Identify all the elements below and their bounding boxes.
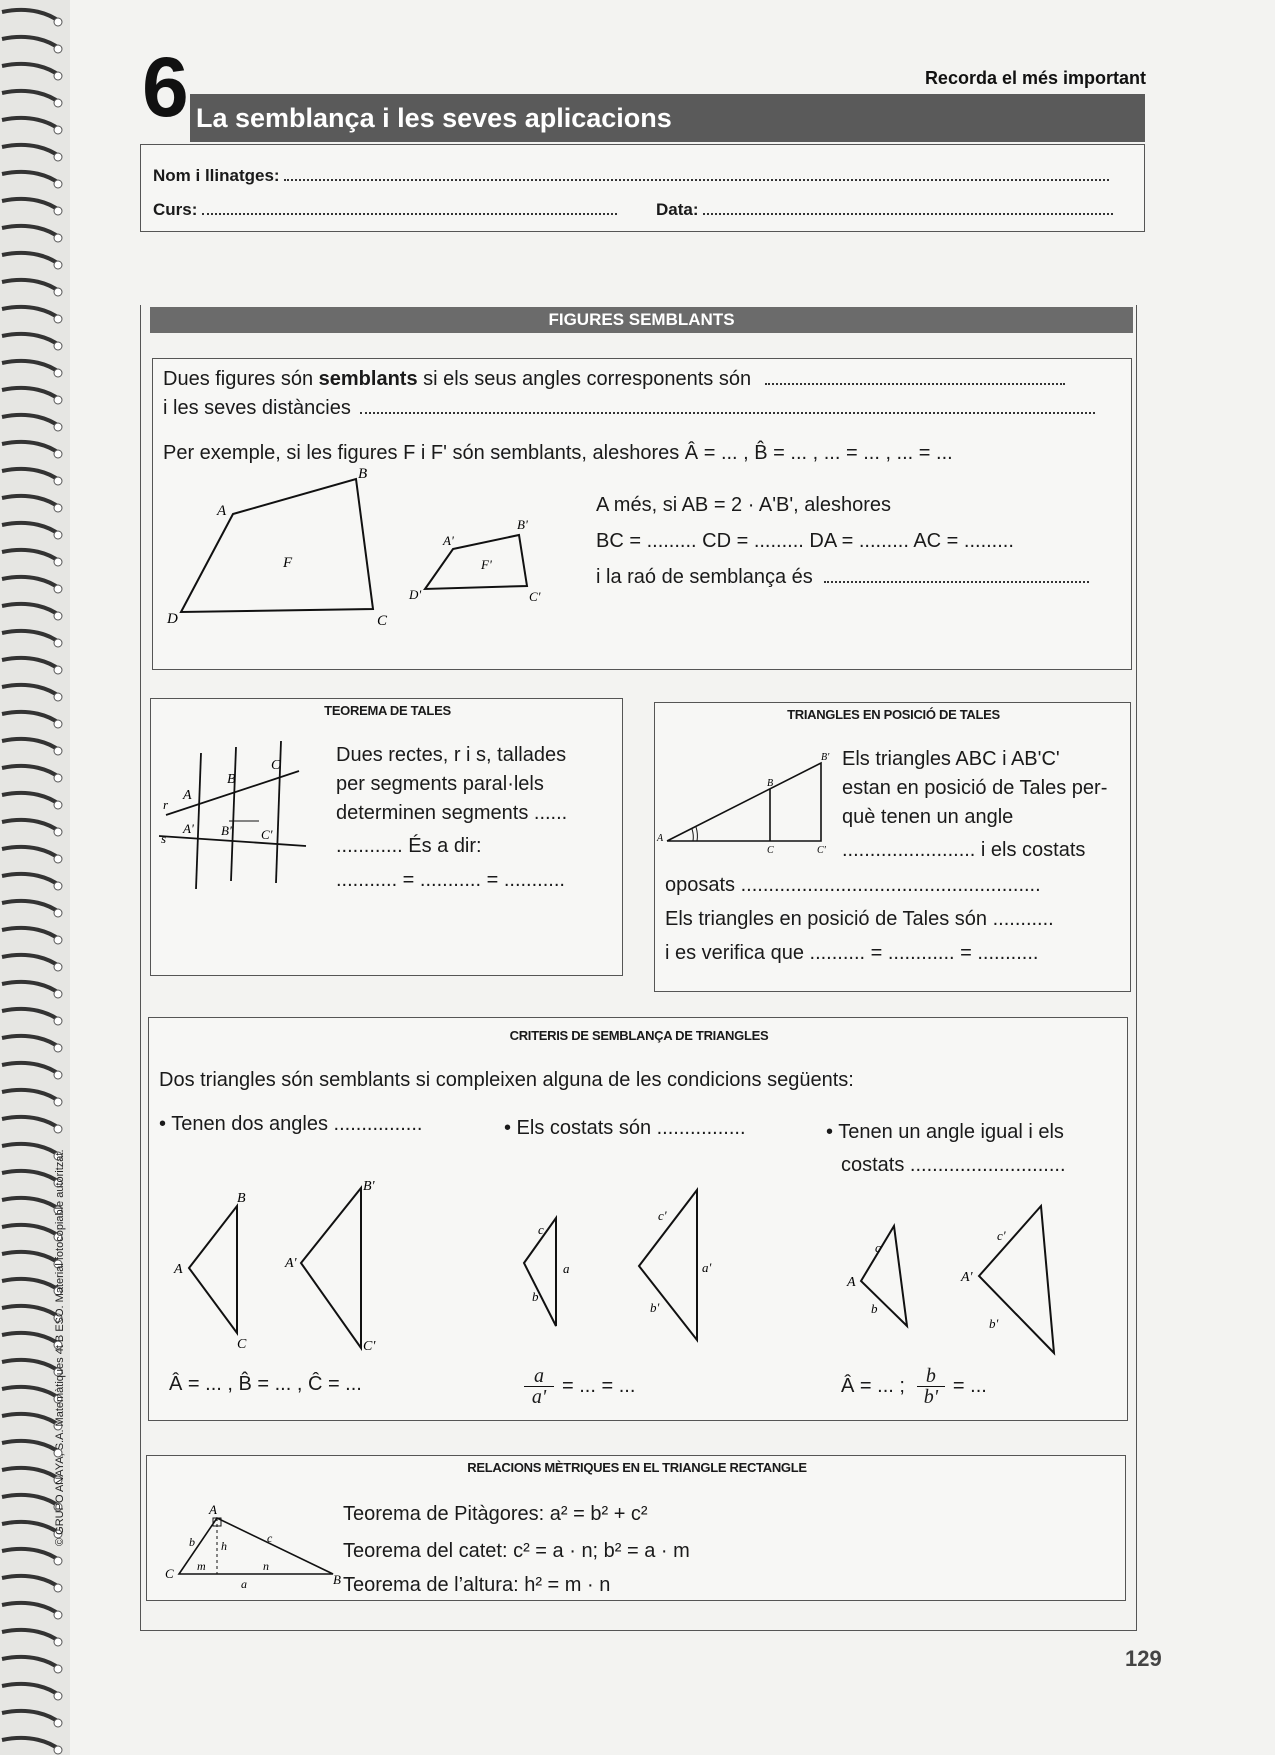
leg-theorem: Teorema del catet: c² = a · n; b² = a · m: [343, 1540, 690, 1562]
spiral-hole: [54, 1746, 62, 1754]
spiral-hole: [54, 450, 62, 458]
criteria-intro: Dos triangles són semblants si compleixen alguna de les condicions següents:: [159, 1069, 854, 1091]
label-A-prime: A': [443, 533, 454, 548]
crit1-label-A: A: [174, 1262, 183, 1277]
similar-quadrilaterals-figure: [153, 466, 573, 669]
altitude-theorem: Teorema de l’altura: h² = m · n: [343, 1574, 611, 1596]
spiral-hole: [54, 801, 62, 809]
tales-text2: per segments paral·lels: [336, 773, 544, 795]
spiral-hole: [54, 72, 62, 80]
crit2-label-c-prime: c': [658, 1208, 667, 1223]
rel-label-c: c: [267, 1531, 273, 1545]
pos-label-A: A: [657, 833, 664, 844]
spiral-hole: [54, 396, 62, 404]
right-triangle-figure: [157, 1496, 341, 1596]
def-pre: Dues figures són: [163, 368, 319, 390]
spiral-hole: [54, 747, 62, 755]
pos-text6: Els triangles en posició de Tales són ...........: [665, 908, 1054, 930]
spiral-hole: [54, 1098, 62, 1106]
crit3-label-A-prime: A': [961, 1270, 973, 1285]
spiral-hole: [54, 99, 62, 107]
spiral-hole: [54, 126, 62, 134]
spiral-hole: [54, 207, 62, 215]
tales-label-A-prime: A': [183, 821, 194, 836]
spiral-hole: [54, 531, 62, 539]
angle-sides-formula-pre: Â = ... ;: [841, 1375, 905, 1397]
tales-text4: ............ És a dir:: [336, 835, 482, 857]
spiral-hole: [54, 369, 62, 377]
rel-label-B: B: [333, 1572, 341, 1587]
spiral-hole: [54, 990, 62, 998]
metric-relations-box: [146, 1455, 1126, 1601]
definition-line2: [163, 394, 1123, 423]
tales-position-heading: TRIANGLES EN POSICIÓ DE TALES: [787, 707, 1000, 722]
quadrilateral-F: [181, 479, 373, 612]
rel-label-a: a: [241, 1577, 247, 1591]
page-number: 129: [1125, 1646, 1162, 1671]
tales-label-C: C: [271, 758, 281, 773]
page-title-text: La semblança i les seves aplicacions: [196, 103, 672, 133]
spiral-hole: [54, 1584, 62, 1592]
spiral-hole: [54, 720, 62, 728]
tales-label-r: r: [163, 797, 169, 812]
date-field[interactable]: [656, 197, 1113, 220]
tales-heading: TEOREMA DE TALES: [324, 703, 451, 718]
course-label: Curs:: [153, 200, 198, 219]
ratio-text: i la raó de semblança és: [596, 566, 813, 588]
label-B: B: [358, 466, 368, 482]
crit3-label-c-prime: c': [997, 1228, 1006, 1243]
crit2-label-c: c: [538, 1222, 544, 1237]
name-blank: [284, 163, 1109, 181]
ratio-blank: [824, 565, 1089, 583]
rel-label-A: A: [209, 1502, 217, 1517]
crit3-label-c: c: [875, 1240, 881, 1255]
label-C: C: [377, 613, 388, 629]
crit3-label-A: A: [847, 1275, 856, 1290]
spiral-hole: [54, 909, 62, 917]
rel-label-m: m: [197, 1559, 206, 1573]
ratios-line: BC = ......... CD = ......... DA = ......... AC = .........: [596, 530, 1014, 552]
course-field[interactable]: [153, 197, 617, 220]
spiral-hole: [54, 666, 62, 674]
angle-sides-fraction-num: b: [925, 1365, 936, 1387]
spiral-hole: [54, 1611, 62, 1619]
sides-fraction-den: a': [531, 1386, 547, 1408]
student-info-box: [140, 144, 1145, 232]
tales-label-s: s: [161, 831, 167, 846]
def-post: si els seus angles corresponents són: [417, 368, 752, 390]
tales-label-B: B: [227, 772, 236, 787]
pos-text2: estan en posició de Tales per-: [842, 777, 1108, 799]
spiral-hole: [54, 45, 62, 53]
def-line2-text: i les seves distàncies: [163, 397, 351, 419]
pos-label-C-prime: C': [817, 845, 826, 856]
criterion-angle-sides-formula: [841, 1366, 1101, 1407]
crit3-label-b: b: [871, 1301, 878, 1316]
criterion-angle-sides-a: • Tenen un angle igual i els: [826, 1121, 1064, 1143]
spiral-hole: [54, 639, 62, 647]
def-blank1: [765, 367, 1065, 385]
copyright-notice: © GRUPO ANAYA, S.A. Matemàtiques 4t B ESO. Material fotocopiable autoritzat.: [54, 1149, 66, 1546]
name-field[interactable]: [153, 163, 1109, 186]
tales-text1: Dues rectes, r i s, tallades: [336, 744, 567, 766]
spiral-hole: [54, 1557, 62, 1565]
spiral-hole: [54, 504, 62, 512]
pos-label-B: B: [767, 778, 774, 789]
also-line: A més, si AB = 2 · A'B', aleshores: [596, 494, 891, 516]
pos-text7: i es verifica que .......... = ............ = ...........: [665, 942, 1039, 964]
angle-sides-formula-rest: = ...: [952, 1375, 987, 1397]
rel-label-n: n: [263, 1559, 269, 1573]
spiral-hole: [54, 1017, 62, 1025]
similarity-criteria-box: [148, 1017, 1128, 1421]
tales-label-C-prime: C': [261, 827, 273, 842]
criterion-angles: • Tenen dos angles ................: [159, 1113, 423, 1135]
spiral-hole: [54, 585, 62, 593]
spiral-hole: [54, 153, 62, 161]
crit1-label-B: B: [237, 1191, 246, 1206]
tales-label-B-prime: B': [221, 823, 232, 838]
section-tag: Recorda el més important: [924, 68, 1146, 88]
spiral-hole: [54, 477, 62, 485]
crit1-label-B-prime: B': [363, 1179, 375, 1194]
crit2-label-a-prime: a': [702, 1260, 712, 1275]
def-bold: semblants: [318, 368, 418, 390]
label-F: F: [283, 555, 293, 571]
label-F-prime: F': [481, 557, 492, 572]
label-C-prime: C': [529, 589, 541, 604]
criteria-triangles-figure: [149, 1168, 1129, 1354]
spiral-hole: [54, 1044, 62, 1052]
example-line: Per exemple, si les figures F i F' són semblants, aleshores Â = ... , B̂ = ... , ... = ... , ... = ...: [163, 442, 953, 464]
criterion-sides: • Els costats són ................: [504, 1117, 746, 1139]
spiral-hole: [54, 423, 62, 431]
definition-line1: [163, 365, 1123, 394]
spiral-hole: [54, 693, 62, 701]
tales-label-A: A: [183, 788, 192, 803]
figures-box: [152, 358, 1132, 670]
crit1-label-C: C: [237, 1337, 247, 1352]
spiral-hole: [54, 234, 62, 242]
spiral-hole: [54, 936, 62, 944]
angle-sides-fraction-den: b': [923, 1386, 939, 1408]
pos-text5: oposats ......................................................: [665, 874, 1041, 896]
pos-text1: Els triangles ABC i AB'C': [842, 748, 1060, 770]
crit3-label-b-prime: b': [989, 1316, 999, 1331]
spiral-hole: [54, 1719, 62, 1727]
tales-theorem-figure: [151, 741, 321, 891]
spiral-hole: [54, 882, 62, 890]
label-D-prime: D': [409, 587, 422, 602]
spiral-hole: [54, 180, 62, 188]
spiral-hole: [54, 612, 62, 620]
crit2-label-b-prime: b': [650, 1300, 660, 1315]
tales-text5: ........... = ........... = ...........: [336, 869, 565, 891]
pos-text4: ........................ i els costats: [842, 839, 1086, 861]
rel-label-b: b: [189, 1535, 195, 1549]
crit2-label-a: a: [563, 1261, 570, 1276]
pos-text3: què tenen un angle: [842, 806, 1014, 828]
spiral-hole: [54, 288, 62, 296]
spiral-hole: [54, 315, 62, 323]
date-blank: [703, 197, 1113, 215]
rel-label-C: C: [165, 1566, 174, 1581]
spiral-hole: [54, 1071, 62, 1079]
quadrilateral-F-prime: [425, 535, 527, 589]
course-blank: [202, 197, 617, 215]
spiral-hole: [54, 261, 62, 269]
page-title: [190, 94, 1145, 142]
criterion-sides-formula: [524, 1366, 724, 1407]
tales-text3: determinen segments ......: [336, 802, 568, 824]
criterion-angle-sides-b: costats ............................: [841, 1154, 1066, 1176]
spiral-hole: [54, 1692, 62, 1700]
spiral-hole: [54, 963, 62, 971]
spiral-hole: [54, 18, 62, 26]
spiral-hole: [54, 1638, 62, 1646]
label-B-prime: B': [517, 517, 528, 532]
name-label: Nom i llinatges:: [153, 166, 280, 185]
label-D: D: [167, 611, 178, 627]
pos-label-C: C: [767, 845, 774, 856]
spiral-hole: [54, 342, 62, 350]
crit1-label-A-prime: A': [285, 1256, 297, 1271]
criteria-heading: CRITERIS DE SEMBLANÇA DE TRIANGLES: [509, 1028, 769, 1043]
spiral-hole: [54, 774, 62, 782]
ratio-of-similarity-line: [596, 563, 1116, 592]
tales-position-box: [654, 702, 1131, 992]
sides-fraction-num: a: [534, 1365, 544, 1387]
label-A: A: [217, 503, 227, 519]
pythagoras-theorem: Teorema de Pitàgores: a² = b² + c²: [343, 1503, 648, 1525]
date-label: Data:: [656, 200, 699, 219]
figures-heading: FIGURES SEMBLANTS: [150, 307, 1133, 333]
crit2-label-b: b: [532, 1289, 539, 1304]
def-blank2: [360, 396, 1095, 414]
sides-formula-rest: = ... = ...: [562, 1375, 636, 1397]
spiral-hole: [54, 1665, 62, 1673]
tales-theorem-box: [150, 698, 623, 976]
chapter-number: 6: [142, 40, 185, 134]
metric-relations-heading: RELACIONS MÈTRIQUES EN EL TRIANGLE RECTANGLE: [467, 1460, 807, 1475]
criterion-angles-formula: Â = ... , B̂ = ... , Ĉ = ...: [169, 1373, 362, 1395]
tales-position-figure: [655, 749, 845, 856]
spiral-hole: [54, 855, 62, 863]
crit1-label-C-prime: C': [363, 1339, 376, 1354]
pos-label-B-prime: B': [821, 752, 830, 763]
spiral-hole: [54, 558, 62, 566]
rel-label-h: h: [221, 1539, 227, 1553]
spiral-hole: [54, 828, 62, 836]
